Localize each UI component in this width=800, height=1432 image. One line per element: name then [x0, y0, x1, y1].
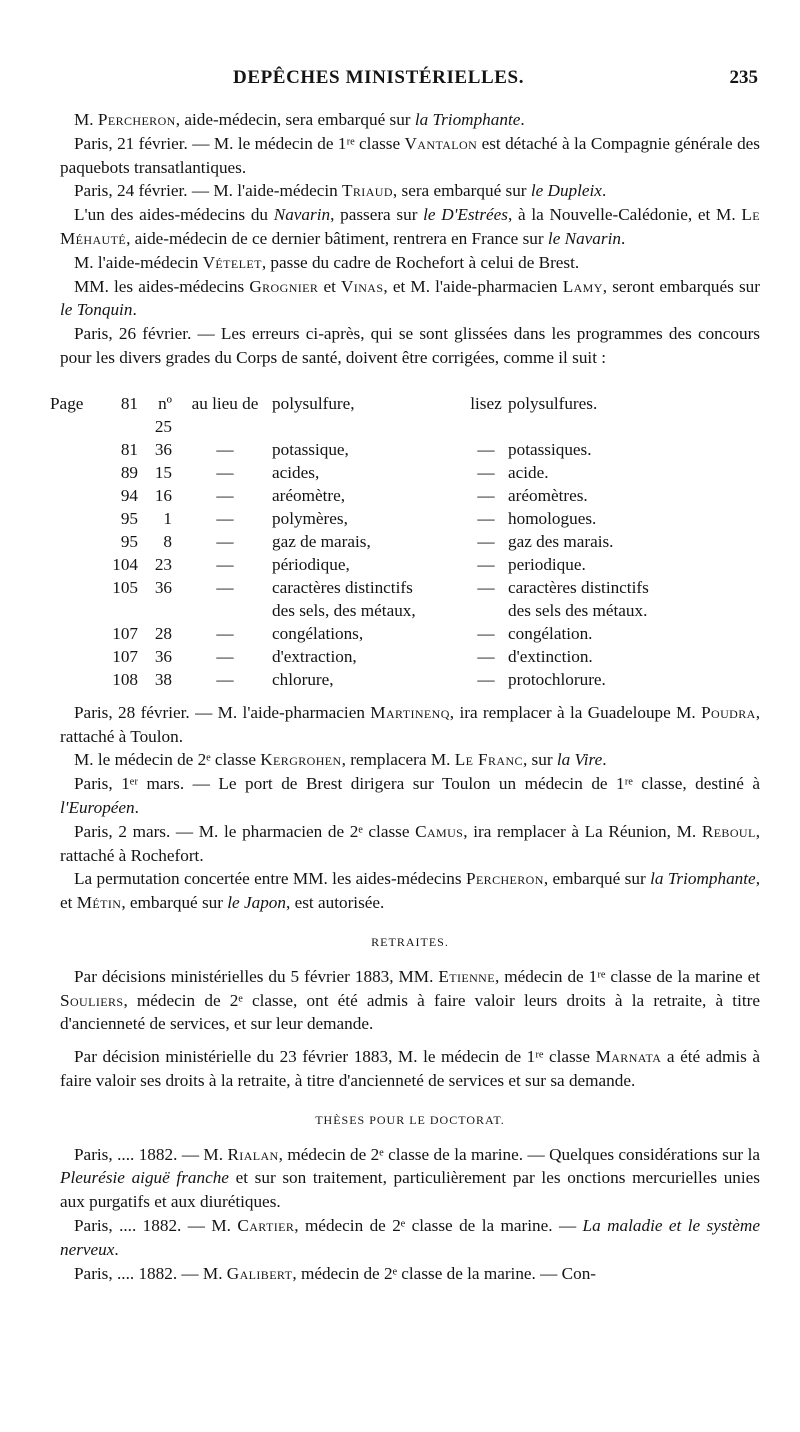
- person-name: Marnata: [595, 1047, 662, 1067]
- paragraph: [60, 132, 760, 180]
- text-run: , rattaché à Rochefort.: [60, 821, 760, 865]
- text-run: , sera embarqué sur: [392, 181, 531, 201]
- text-run: .: [132, 300, 137, 320]
- person-name: Le Franc: [454, 750, 523, 770]
- person-name: Reboul: [701, 821, 756, 841]
- errata-cell-lisez: —: [477, 462, 495, 482]
- errata-cell-wrong: aréomètre,: [272, 485, 345, 505]
- errata-cell-no: 15: [154, 462, 172, 482]
- paragraph: [60, 1262, 760, 1286]
- ship-or-title: La maladie et le système nerveux: [60, 1215, 760, 1259]
- errata-cell-au: —: [216, 669, 234, 689]
- person-name: Poudra: [701, 702, 756, 722]
- errata-row: [50, 622, 756, 645]
- errata-cell-no: 36: [154, 646, 172, 666]
- paragraph: [60, 772, 760, 820]
- heading-theses: THÈSES POUR LE DOCTORAT.: [315, 1112, 505, 1127]
- errata-cell-right: caractères distinctifs: [508, 577, 649, 597]
- text-run: , à la Nouvelle-Calédonie, et M.: [507, 205, 742, 225]
- text-run: , aide-médecin de ce dernier bâtiment, rentrera en France sur: [126, 228, 548, 248]
- text-run: L'un des aides-médecins du: [74, 205, 274, 225]
- errata-cell-num: 95: [120, 508, 138, 528]
- paragraph: [60, 820, 760, 868]
- text-run: , médecin de 2ᵉ classe, ont été admis à faire valoir leurs droits à la retraite, à titre d'ancienneté de services, et sur leur demande.: [60, 990, 760, 1034]
- person-name: Vinas: [341, 276, 384, 296]
- person-name: Le Méhauté: [60, 205, 761, 248]
- errata-cell-wrong: caractères distinctifs: [272, 577, 413, 597]
- paragraph: [60, 251, 760, 275]
- text-run: Paris, 28 février. — M. l'aide-pharmacien: [74, 702, 371, 722]
- errata-cell-page: [50, 622, 94, 645]
- errata-cell-lisez: —: [477, 669, 495, 689]
- text-run: , embarqué sur: [121, 893, 228, 913]
- text-run: , et: [60, 869, 760, 913]
- errata-cell-wrong: d'extraction,: [272, 646, 357, 666]
- text-run: Par décisions ministérielles du 5 février 1883, MM.: [74, 966, 439, 986]
- theses-section: [60, 1143, 760, 1286]
- errata-cell-lisez: lisez: [470, 393, 502, 413]
- errata-cell-no: [142, 599, 178, 622]
- text-run: , embarqué sur: [543, 869, 651, 889]
- text-run: , ira remplacer à La Réunion, M.: [463, 821, 702, 841]
- errata-cell-au: au lieu de: [191, 393, 259, 413]
- errata-cell-right: gaz des marais.: [508, 531, 614, 551]
- paragraph: [60, 203, 760, 251]
- text-run: est détaché à la Compagnie générale des paquebots transatlantiques.: [60, 133, 760, 177]
- paragraph: [60, 179, 760, 203]
- text-run: a été admis à faire valoir ses droits à la retraite, à titre d'ancienneté de services et sur sa demande.: [60, 1047, 760, 1090]
- errata-cell-wrong: potassique,: [272, 439, 349, 459]
- errata-cell-lisez: —: [477, 623, 495, 643]
- paragraph: [60, 108, 760, 132]
- notices-mid: [60, 701, 760, 915]
- errata-cell-num: 81: [120, 393, 138, 413]
- text-run: Paris, .... 1882. — M.: [74, 1263, 227, 1283]
- person-name: Galibert: [226, 1263, 293, 1283]
- person-name: Cartier: [237, 1215, 295, 1235]
- errata-cell-lisez: —: [477, 554, 495, 574]
- errata-cell-au: —: [216, 462, 234, 482]
- text-run: Paris, .... 1882. — M.: [74, 1215, 238, 1235]
- page-number: 235: [729, 67, 758, 88]
- errata-cell-right: acide.: [508, 462, 549, 482]
- errata-cell-lisez: —: [477, 577, 495, 597]
- errata-cell-right: protochlorure.: [508, 669, 606, 689]
- errata-row: [50, 645, 756, 668]
- errata-cell-page: [50, 668, 94, 691]
- errata-cell-no: 38: [154, 669, 172, 689]
- ship-or-title: la Vire: [556, 750, 603, 770]
- errata-cell-au: —: [216, 623, 234, 643]
- errata-cell-au: —: [216, 577, 234, 597]
- text-run: Paris, 26 février. — Les erreurs ci-après, qui se sont glissées dans les programmes des concours pour les divers grades du Corps de santé, doivent être corrigées, comme il suit :: [60, 324, 760, 367]
- paragraph: [60, 1143, 760, 1214]
- errata-cell-page: [50, 507, 94, 530]
- text-run: , passe du cadre de Rochefort à celui de Brest.: [261, 252, 580, 272]
- errata-cell-au: —: [216, 531, 234, 551]
- ship-or-title: l'Européen: [60, 797, 135, 817]
- errata-cell-page: [50, 438, 94, 461]
- person-name: Souliers: [60, 990, 124, 1010]
- text-run: M. le médecin de 2ᵉ classe: [74, 750, 261, 770]
- errata-cell-num: [94, 599, 142, 622]
- person-name: Percheron: [97, 110, 176, 129]
- running-title: DEPÊCHES MINISTÉRIELLES.: [233, 67, 525, 88]
- errata-cell-no: 8: [163, 531, 172, 551]
- text-run: , médecin de 2ᵉ classe de la marine. —: [294, 1215, 583, 1235]
- text-run: .: [134, 797, 139, 817]
- errata-cell-lisez: [464, 599, 508, 622]
- page-body: [50, 108, 761, 1285]
- errata-cell-no: 16: [154, 485, 172, 505]
- text-run: , médecin de 1ʳᵉ classe de la marine et: [494, 966, 761, 986]
- text-run: , passera sur: [330, 205, 424, 225]
- errata-row: [50, 576, 756, 599]
- errata-cell-no: 1: [163, 508, 172, 528]
- person-name: Camus: [415, 821, 464, 841]
- ship-or-title: le D'Estrées: [423, 205, 508, 225]
- text-run: Paris, 1ᵉʳ mars. — Le port de Brest dirigera sur Toulon un médecin de 1ʳᵉ classe, destiné à: [74, 774, 760, 794]
- errata-cell-num: 104: [112, 554, 138, 574]
- errata-cell-no: 36: [154, 439, 172, 459]
- errata-row: [50, 507, 756, 530]
- errata-cell-wrong: congélations,: [272, 623, 364, 643]
- paragraph: [60, 867, 760, 915]
- errata-cell-wrong: chlorure,: [272, 669, 334, 689]
- errata-table: [50, 392, 756, 691]
- person-name: Vételet: [202, 252, 262, 272]
- errata-cell-lisez: —: [477, 531, 495, 551]
- person-name: Triaud: [342, 181, 393, 201]
- errata-cell-wrong: polysulfure,: [272, 393, 355, 413]
- ship-or-title: Pleurésie aiguë franche: [60, 1168, 229, 1188]
- errata-row: [50, 530, 756, 553]
- text-run: , seront embarqués sur: [602, 276, 760, 296]
- errata-cell-page: [50, 599, 94, 622]
- paragraph: [60, 701, 760, 749]
- errata-cell-wrong: polymères,: [272, 508, 348, 528]
- text-run: , rattaché à Toulon.: [60, 702, 760, 746]
- errata-cell-no: 28: [154, 623, 172, 643]
- text-run: et sur son traitement, particulièrement par les onctions mercurielles unies aux purgatifs et aux diurétiques.: [60, 1168, 760, 1212]
- errata-cell-page: [50, 576, 94, 599]
- errata-cell-no: 36: [154, 577, 172, 597]
- text-run: , remplacera M.: [341, 750, 455, 770]
- errata-cell-au: —: [216, 485, 234, 505]
- text-run: M.: [74, 110, 98, 129]
- person-name: Martinenq: [370, 702, 450, 722]
- errata-cell-lisez: —: [477, 439, 495, 459]
- errata-row: [50, 553, 756, 576]
- errata-cell-page: [50, 645, 94, 668]
- errata-cell-wrong: périodique,: [272, 554, 350, 574]
- text-run: .: [520, 110, 525, 129]
- paragraph: [60, 748, 760, 772]
- paragraph: [60, 965, 760, 1036]
- text-run: et: [318, 276, 341, 296]
- ship-or-title: le Tonquin: [60, 300, 133, 320]
- errata-cell-num: 95: [120, 531, 138, 551]
- ship-or-title: la Triomphante: [650, 869, 756, 889]
- person-name: Métin: [76, 893, 122, 913]
- text-run: Paris, 2 mars. — M. le pharmacien de 2ᵉ classe: [74, 821, 416, 841]
- errata-cell-page: Page: [50, 393, 84, 413]
- ship-or-title: le Dupleix: [530, 181, 602, 201]
- errata-cell-num: 105: [112, 577, 138, 597]
- ship-or-title: le Japon: [227, 893, 286, 913]
- text-run: Paris, 21 février. — M. le médecin de 1ʳᵉ classe: [74, 133, 405, 153]
- person-name: Rialan: [227, 1144, 279, 1164]
- errata-cell-num: 107: [112, 623, 138, 643]
- errata-cell-au: —: [216, 439, 234, 459]
- errata-cell-num: 89: [120, 462, 138, 482]
- errata-cell-au: —: [216, 508, 234, 528]
- errata-cell-page: [50, 530, 94, 553]
- text-run: .: [114, 1239, 119, 1259]
- errata-cell-page: [50, 461, 94, 484]
- text-run: Paris, .... 1882. — M.: [74, 1144, 228, 1164]
- person-name: Etienne: [438, 966, 495, 986]
- errata-cell-page: [50, 553, 94, 576]
- paragraph: [60, 275, 760, 323]
- errata-cell-wrong: gaz de marais,: [272, 531, 371, 551]
- text-run: .: [601, 181, 607, 201]
- errata-cell-right: des sels des métaux.: [508, 600, 648, 620]
- errata-row: [50, 461, 756, 484]
- errata-cell-lisez: —: [477, 646, 495, 666]
- errata-row: [50, 392, 756, 438]
- errata-row: [50, 484, 756, 507]
- text-run: , médecin de 2ᵉ classe de la marine. — Quelques considérations sur la: [278, 1144, 760, 1164]
- errata-cell-au: —: [216, 646, 234, 666]
- text-run: M. l'aide-médecin: [74, 252, 203, 272]
- text-run: , et M. l'aide-pharmacien: [383, 276, 563, 296]
- text-run: La permutation concertée entre MM. les aides-médecins: [74, 869, 466, 889]
- errata-cell-no: nº 25: [154, 393, 172, 436]
- text-run: , médecin de 2ᵉ classe de la marine. — Con-: [292, 1263, 597, 1283]
- paragraph: [60, 322, 760, 370]
- errata-row: [50, 599, 756, 622]
- text-run: Paris, 24 février. — M. l'aide-médecin: [74, 181, 342, 201]
- notices-top: [60, 108, 760, 370]
- text-run: .: [602, 750, 607, 770]
- person-name: Lamy: [562, 276, 603, 296]
- errata-cell-lisez: —: [477, 508, 495, 528]
- text-run: , sur: [522, 750, 557, 770]
- errata-cell-num: 107: [112, 646, 138, 666]
- text-run: , ira remplacer à la Guadeloupe M.: [449, 702, 702, 722]
- person-name: Kergrohen: [260, 750, 342, 770]
- text-run: Par décision ministérielle du 23 février 1883, M. le médecin de 1ʳᵉ classe: [74, 1047, 596, 1067]
- text-run: .: [620, 228, 626, 248]
- text-run: , est autorisée.: [286, 893, 385, 913]
- errata-cell-wrong: des sels, des métaux,: [272, 600, 416, 620]
- retraites-section: [60, 965, 760, 1093]
- person-name: Grognier: [249, 276, 319, 296]
- errata-cell-right: aréomètres.: [508, 485, 588, 505]
- errata-cell-num: 108: [112, 669, 138, 689]
- ship-or-title: la Triomphante: [414, 110, 521, 129]
- heading-retraites: RETRAITES.: [371, 934, 449, 949]
- errata-cell-right: polysulfures.: [508, 393, 598, 413]
- errata-cell-right: periodique.: [508, 554, 586, 574]
- errata-cell-au: —: [216, 554, 234, 574]
- errata-cell-num: 81: [120, 439, 138, 459]
- person-name: Percheron: [465, 869, 544, 889]
- errata-cell-right: d'extinction.: [508, 646, 593, 666]
- errata-cell-no: 23: [154, 554, 172, 574]
- errata-cell-wrong: acides,: [272, 462, 320, 482]
- errata-cell-right: potassiques.: [508, 439, 592, 459]
- errata-cell-num: 94: [120, 485, 138, 505]
- errata-cell-au: [178, 599, 272, 622]
- paragraph: [60, 1214, 760, 1262]
- errata-cell-right: homologues.: [508, 508, 597, 528]
- errata-cell-page: [50, 484, 94, 507]
- errata-row: [50, 438, 756, 461]
- errata-cell-lisez: —: [477, 485, 495, 505]
- ship-or-title: Navarin: [273, 205, 331, 225]
- text-run: , aide-médecin, sera embarqué sur: [175, 110, 415, 129]
- errata-row: [50, 668, 756, 691]
- paragraph: [60, 1045, 760, 1093]
- person-name: Vantalon: [404, 133, 478, 153]
- text-run: MM. les aides-médecins: [74, 276, 250, 296]
- ship-or-title: le Navarin: [547, 228, 621, 248]
- errata-cell-right: congélation.: [508, 623, 593, 643]
- running-header: [233, 66, 758, 98]
